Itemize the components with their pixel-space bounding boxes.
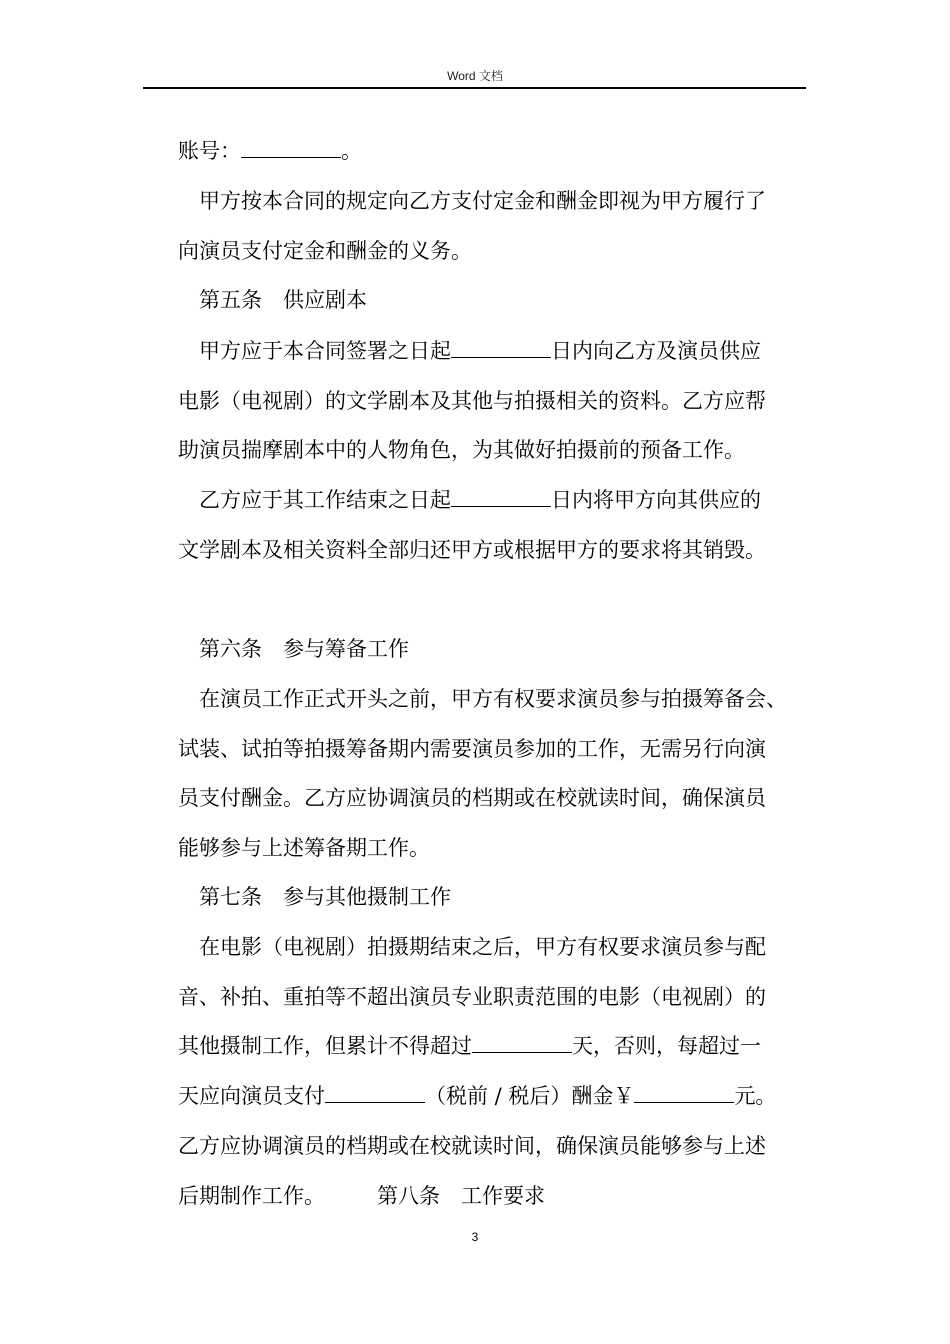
header-rule xyxy=(143,87,806,89)
paragraph-line: 电影（电视剧）的文学剧本及其他与拍摄相关的资料。乙方应帮 xyxy=(178,389,766,413)
paragraph-line: 在电影（电视剧）拍摄期结束之后，甲方有权要求演员参与配 xyxy=(199,935,766,959)
fill-blank xyxy=(241,138,341,158)
account-line xyxy=(178,136,362,166)
text-run: 元。 xyxy=(734,1084,777,1108)
paragraph-line: 文学剧本及相关资料全部归还甲方或根据甲方的要求将其销毁。 xyxy=(178,538,766,562)
text-run: 。 xyxy=(341,139,362,163)
fill-blank xyxy=(451,338,551,358)
paragraph-line xyxy=(178,1181,545,1211)
text-run: 后期制作工作。 xyxy=(178,1184,325,1208)
paragraph-line: 音、补拍、重拍等不超出演员专业职责范围的电影（电视剧）的 xyxy=(178,985,766,1009)
text-run: 乙方应于其工作结束之日起 xyxy=(199,488,451,512)
paragraph-line xyxy=(199,336,761,366)
text-run: （税前 / 税后）酬金￥ xyxy=(425,1084,635,1108)
text-run: 其他摄制工作，但累计不得超过 xyxy=(178,1034,472,1058)
paragraph-line: 助演员揣摩剧本中的人物角色，为其做好拍摄前的预备工作。 xyxy=(178,438,745,462)
section-heading: 第六条 参与筹备工作 xyxy=(199,637,409,661)
paragraph-line: 能够参与上述筹备期工作。 xyxy=(178,836,430,860)
paragraph-line: 乙方应协调演员的档期或在校就读时间，确保演员能够参与上述 xyxy=(178,1134,766,1158)
paragraph-line: 试装、试拍等拍摄筹备期内需要演员参加的工作，无需另行向演 xyxy=(178,737,766,761)
page-number: 3 xyxy=(471,1230,479,1244)
fill-blank xyxy=(451,487,551,507)
section-heading: 第七条 参与其他摄制工作 xyxy=(199,885,451,909)
paragraph-line xyxy=(178,1031,761,1061)
paragraph-line: 甲方按本合同的规定向乙方支付定金和酬金即视为甲方履行了 xyxy=(199,189,766,213)
paragraph-line xyxy=(178,1081,776,1111)
section-heading: 第五条 供应剧本 xyxy=(199,288,367,312)
fill-blank xyxy=(325,1083,425,1103)
text-run: 账号： xyxy=(178,139,241,163)
text-run: 日内将甲方向其供应的 xyxy=(551,488,761,512)
fill-blank xyxy=(634,1083,734,1103)
paragraph-line: 向演员支付定金和酬金的义务。 xyxy=(178,239,472,263)
text-run: 天，否则，每超过一 xyxy=(572,1034,761,1058)
text-run: 甲方应于本合同签署之日起 xyxy=(199,339,451,363)
paragraph-line xyxy=(199,485,761,515)
section-heading: 第八条 工作要求 xyxy=(377,1184,545,1208)
text-run: 天应向演员支付 xyxy=(178,1084,325,1108)
text-run: 日内向乙方及演员供应 xyxy=(551,339,761,363)
fill-blank xyxy=(472,1033,572,1053)
page-header-title: Word 文档 xyxy=(447,69,503,83)
paragraph-line: 在演员工作正式开头之前，甲方有权要求演员参与拍摄筹备会、 xyxy=(199,687,787,711)
paragraph-line: 员支付酬金。乙方应协调演员的档期或在校就读时间，确保演员 xyxy=(178,786,766,810)
